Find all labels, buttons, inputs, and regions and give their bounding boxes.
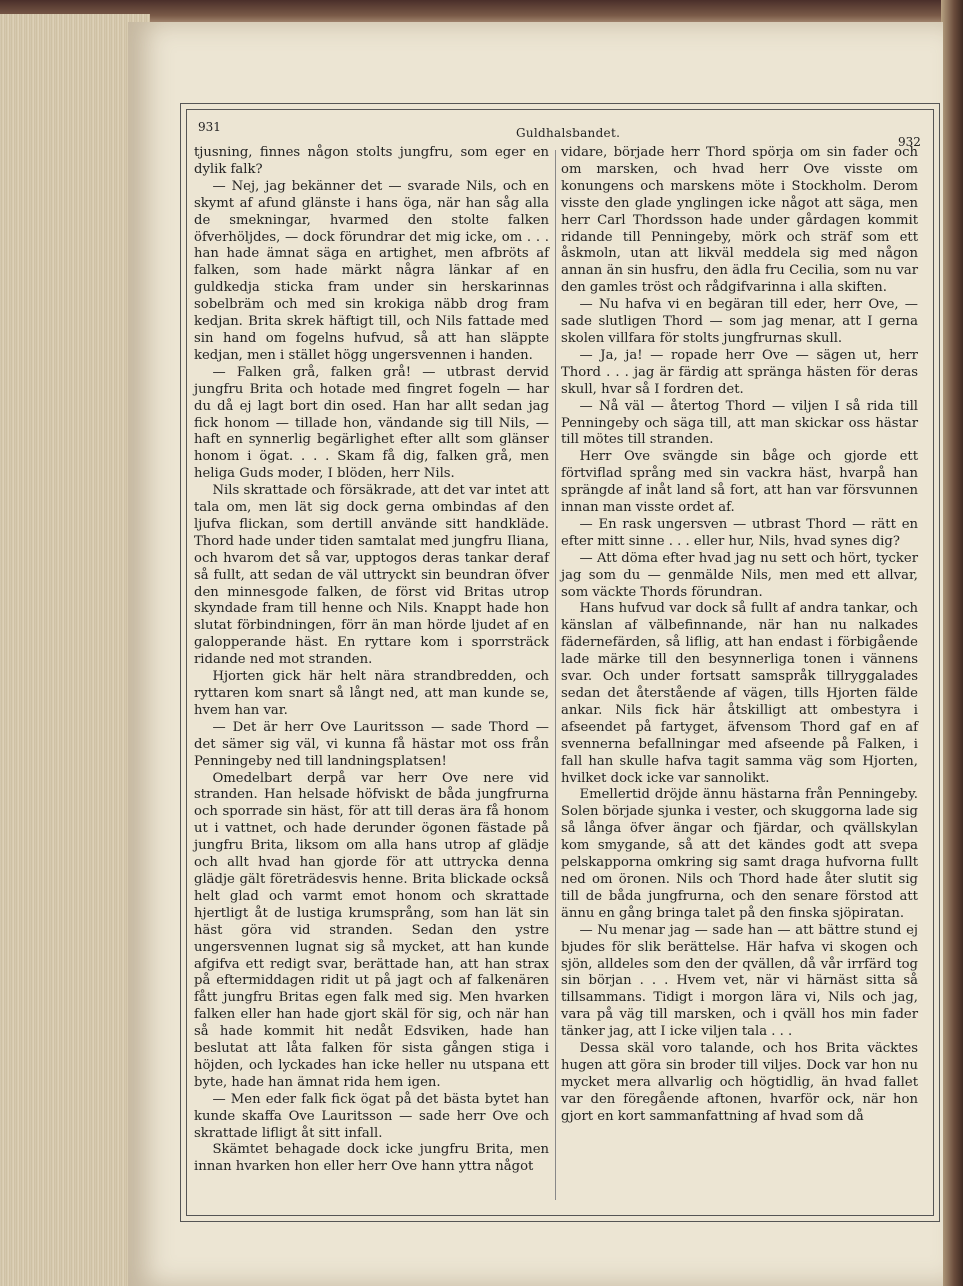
text-column-left bbox=[194, 145, 549, 1176]
binding-edge bbox=[941, 0, 963, 1286]
paragraph: Hans hufvud var dock så fullt af andra tankar, och känslan af välbefinnande, när han nu nalkades fädernefärden, så liflig, att han endast i förbigående lade märke till den besynnerliga tonen i vännens svar. Och under fortsatt samspråk tillryggalades sedan det återstående af vägen, tills Hjorten fälde ankar. Nils fick här åtskilligt att ombestyra i afseendet på fartyget, äfvensom Thord gaf en af svennerna befallningar med afseende på Falken, i fall han skulle hafva tagit samma väg som Hjorten, hvilket dock icke var sannolikt. bbox=[561, 601, 918, 786]
page-number-left: 931 bbox=[198, 120, 221, 134]
paragraph: — Falken grå, falken grå! — utbrast dervid jungfru Brita och hotade med fingret fogeln — har du då ej lagt bort din osed. Han har allt sedan jag fick honom — tillade hon, vändande sig till Nils, — haft en synnerlig begärlighet efter allt som glänser honom i ögat. . . . Skam få dig, falken grå, men heliga Guds moder, I blöden, herr Nils. bbox=[194, 364, 549, 482]
paragraph: — Nå väl — återtog Thord — viljen I så rida till Penningeby och säga till, att man skickar oss hästar till mötes till stranden. bbox=[561, 398, 918, 448]
paragraph: Skämtet behagade dock icke jungfru Brita, men innan hvarken hon eller herr Ove hann yttra något bbox=[194, 1142, 549, 1175]
page-number-right: 932 bbox=[898, 135, 921, 149]
paragraph: vidare, började herr Thord spörja om sin fader och om marsken, och hvad herr Ove visste om konungens och marskens möte i Stockholm. Derom visste den glade ynglingen icke något att säga, men herr Carl Thordsson hade under gårdagen kommit ridande till Penningeby, mörk och sträf som ett åskmoln, utan att likväl meddela sig med någon annan än sin husfru, den ädla fru Cecilia, som nu var den gamles tröst och rådgifvarinna i alla skiften. bbox=[561, 145, 918, 296]
paragraph: — Nu menar jag — sade han — att bättre stund ej bjudes för slik berättelse. Här hafva vi skogen och sjön, alldeles som den der qvällen, då vår irrfärd tog sin början . . . Hvem vet, när vi härnäst sitta så tillsammans. Tidigt i morgon lära vi, Nils och jag, vara på väg till marsken, och i qväll hos min fader tänker jag, att I icke viljen tala . . . bbox=[561, 922, 918, 1040]
column-divider bbox=[555, 150, 556, 1200]
running-title: Guldhalsbandet. bbox=[516, 126, 621, 140]
paragraph: — Det är herr Ove Lauritsson — sade Thord — det sämer sig väl, vi kunna få hästar mot oss från Penningeby ned till landningsplatsen! bbox=[194, 719, 549, 769]
paragraph: — Nu hafva vi en begäran till eder, herr Ove, — sade slutligen Thord — som jag menar, att I gerna skolen villfara för stolts jungfrurnas skull. bbox=[561, 297, 918, 346]
paragraph: Dessa skäl voro talande, och hos Brita väcktes hugen att göra sin broder till viljes. Dock var hon nu mycket mera allvarlig och högtidlig, än hvad fallet var den föregående aftonen, hvarför ock, när hon gjort en kort sammanfattning af hvad som då bbox=[561, 1041, 918, 1124]
paragraph: Hjorten gick här helt nära strandbredden, och ryttaren kom snart så långt ned, att man kunde se, hvem han var. bbox=[194, 669, 549, 718]
paragraph: Emellertid dröjde ännu hästarna från Penningeby. Solen började sjunka i vester, och skuggorna lade sig så långa öfver ängar och fjärdar, och qvällskylan kom smygande, så att det kändes godt att svepa pelskapporna omkring sig samt draga hufvorna fullt ned om öronen. Nils och Thord hade åter slutit sig till de båda jungfrurna, och den senare förstod att ännu en gång bringa talet på den finska sjöpiratan. bbox=[561, 787, 918, 921]
paragraph: tjusning, finnes någon stolts jungfru, som eger en dylik falk? bbox=[194, 145, 549, 177]
paragraph: Herr Ove svängde sin båge och gjorde ett förtviflad språng med sin vackra häst, hvarpå han sprängde af inåt land så fort, att han var försvunnen innan man visste ordet af. bbox=[561, 449, 918, 516]
paragraph: — Att döma efter hvad jag nu sett och hört, tycker jag som du — genmälde Nils, men med ett allvar, som väckte Thords förundran. bbox=[561, 550, 918, 600]
paragraph: — Nej, jag bekänner det — svarade Nils, och en skymt af afund glänste i hans öga, när han såg alla de smekningar, hvarmed den stolte falken öfverhöljdes, — dock förundrar det mig icke, om . . . han hade ämnat säga en artighet, men afbröts af falken, som hade märkt några länkar af en guldkedja sticka fram under sin herskarinnas sobelbräm och med sin krokiga näbb drog fram kedjan. Brita skrek häftigt till, och Nils fattade med sin hand om fogelns hufvud, så att han släppte kedjan, men i stället högg ungersvennen i handen. bbox=[194, 178, 549, 363]
paragraph: Omedelbart derpå var herr Ove nere vid stranden. Han helsade höfviskt de båda jungfrurna och sporrade sin häst, för att till deras ära få honom ut i vattnet, och hade derunder ögonen fästade på jungfru Brita, liksom om alla hans utrop af glädje och allt hvad han gjorde för att uttrycka denna glädje gält företrädesvis henne. Brita blickade också helt glad och varmt emot honom och skrattade hjertligt åt de lustiga krumsprång, som han lät sin häst göra vid stranden. Sedan den ystre ungersvennen lugnat sig så mycket, att han kunde afgifva ett redigt svar, berättade han, att han strax på eftermiddagen ridit ut på jagt och af falkenären fått jungfru Britas egen falk med sig. Men hvarken falken eller han hade gjort skäl för sig, och när han så hade kommit hit nedåt Edsviken, hade han beslutat att låta falken för sista gången stiga i höjden, och lyckades han icke heller nu utspana ett byte, hade han ämnat rida hem igen. bbox=[194, 770, 549, 1090]
paragraph: — Ja, ja! — ropade herr Ove — sägen ut, herr Thord . . . jag är färdig att spränga hästen för deras skull, hvar så I fordren det. bbox=[561, 347, 918, 397]
paragraph: — En rask ungersven — utbrast Thord — rätt en efter mitt sinne . . . eller hur, Nils, hvad synes dig? bbox=[561, 516, 918, 549]
paragraph: — Men eder falk fick ögat på det bästa bytet han kunde skaffa Ove Lauritsson — sade herr Ove och skrattade lifligt åt sitt infall. bbox=[194, 1091, 549, 1141]
text-column-right bbox=[561, 145, 918, 1126]
paragraph: Nils skrattade och försäkrade, att det var intet att tala om, men lät sig dock gerna ombindas af den ljufva flickan, som dertill använde sitt handkläde. Thord hade under tiden samtalat med jungfru Iliana, och hvarom det så var, upptogos deras tankar deraf så fullt, att sedan de väl uttryckt sin beundran öfver den minnesgode falken, de först vid Britas utrop skyndade fram till henne och Nils. Knappt hade hon slutat förbindningen, förr än man hörde ljudet af en galopperande häst. En ryttare kom i sporrsträck ridande ned mot stranden. bbox=[194, 483, 549, 668]
